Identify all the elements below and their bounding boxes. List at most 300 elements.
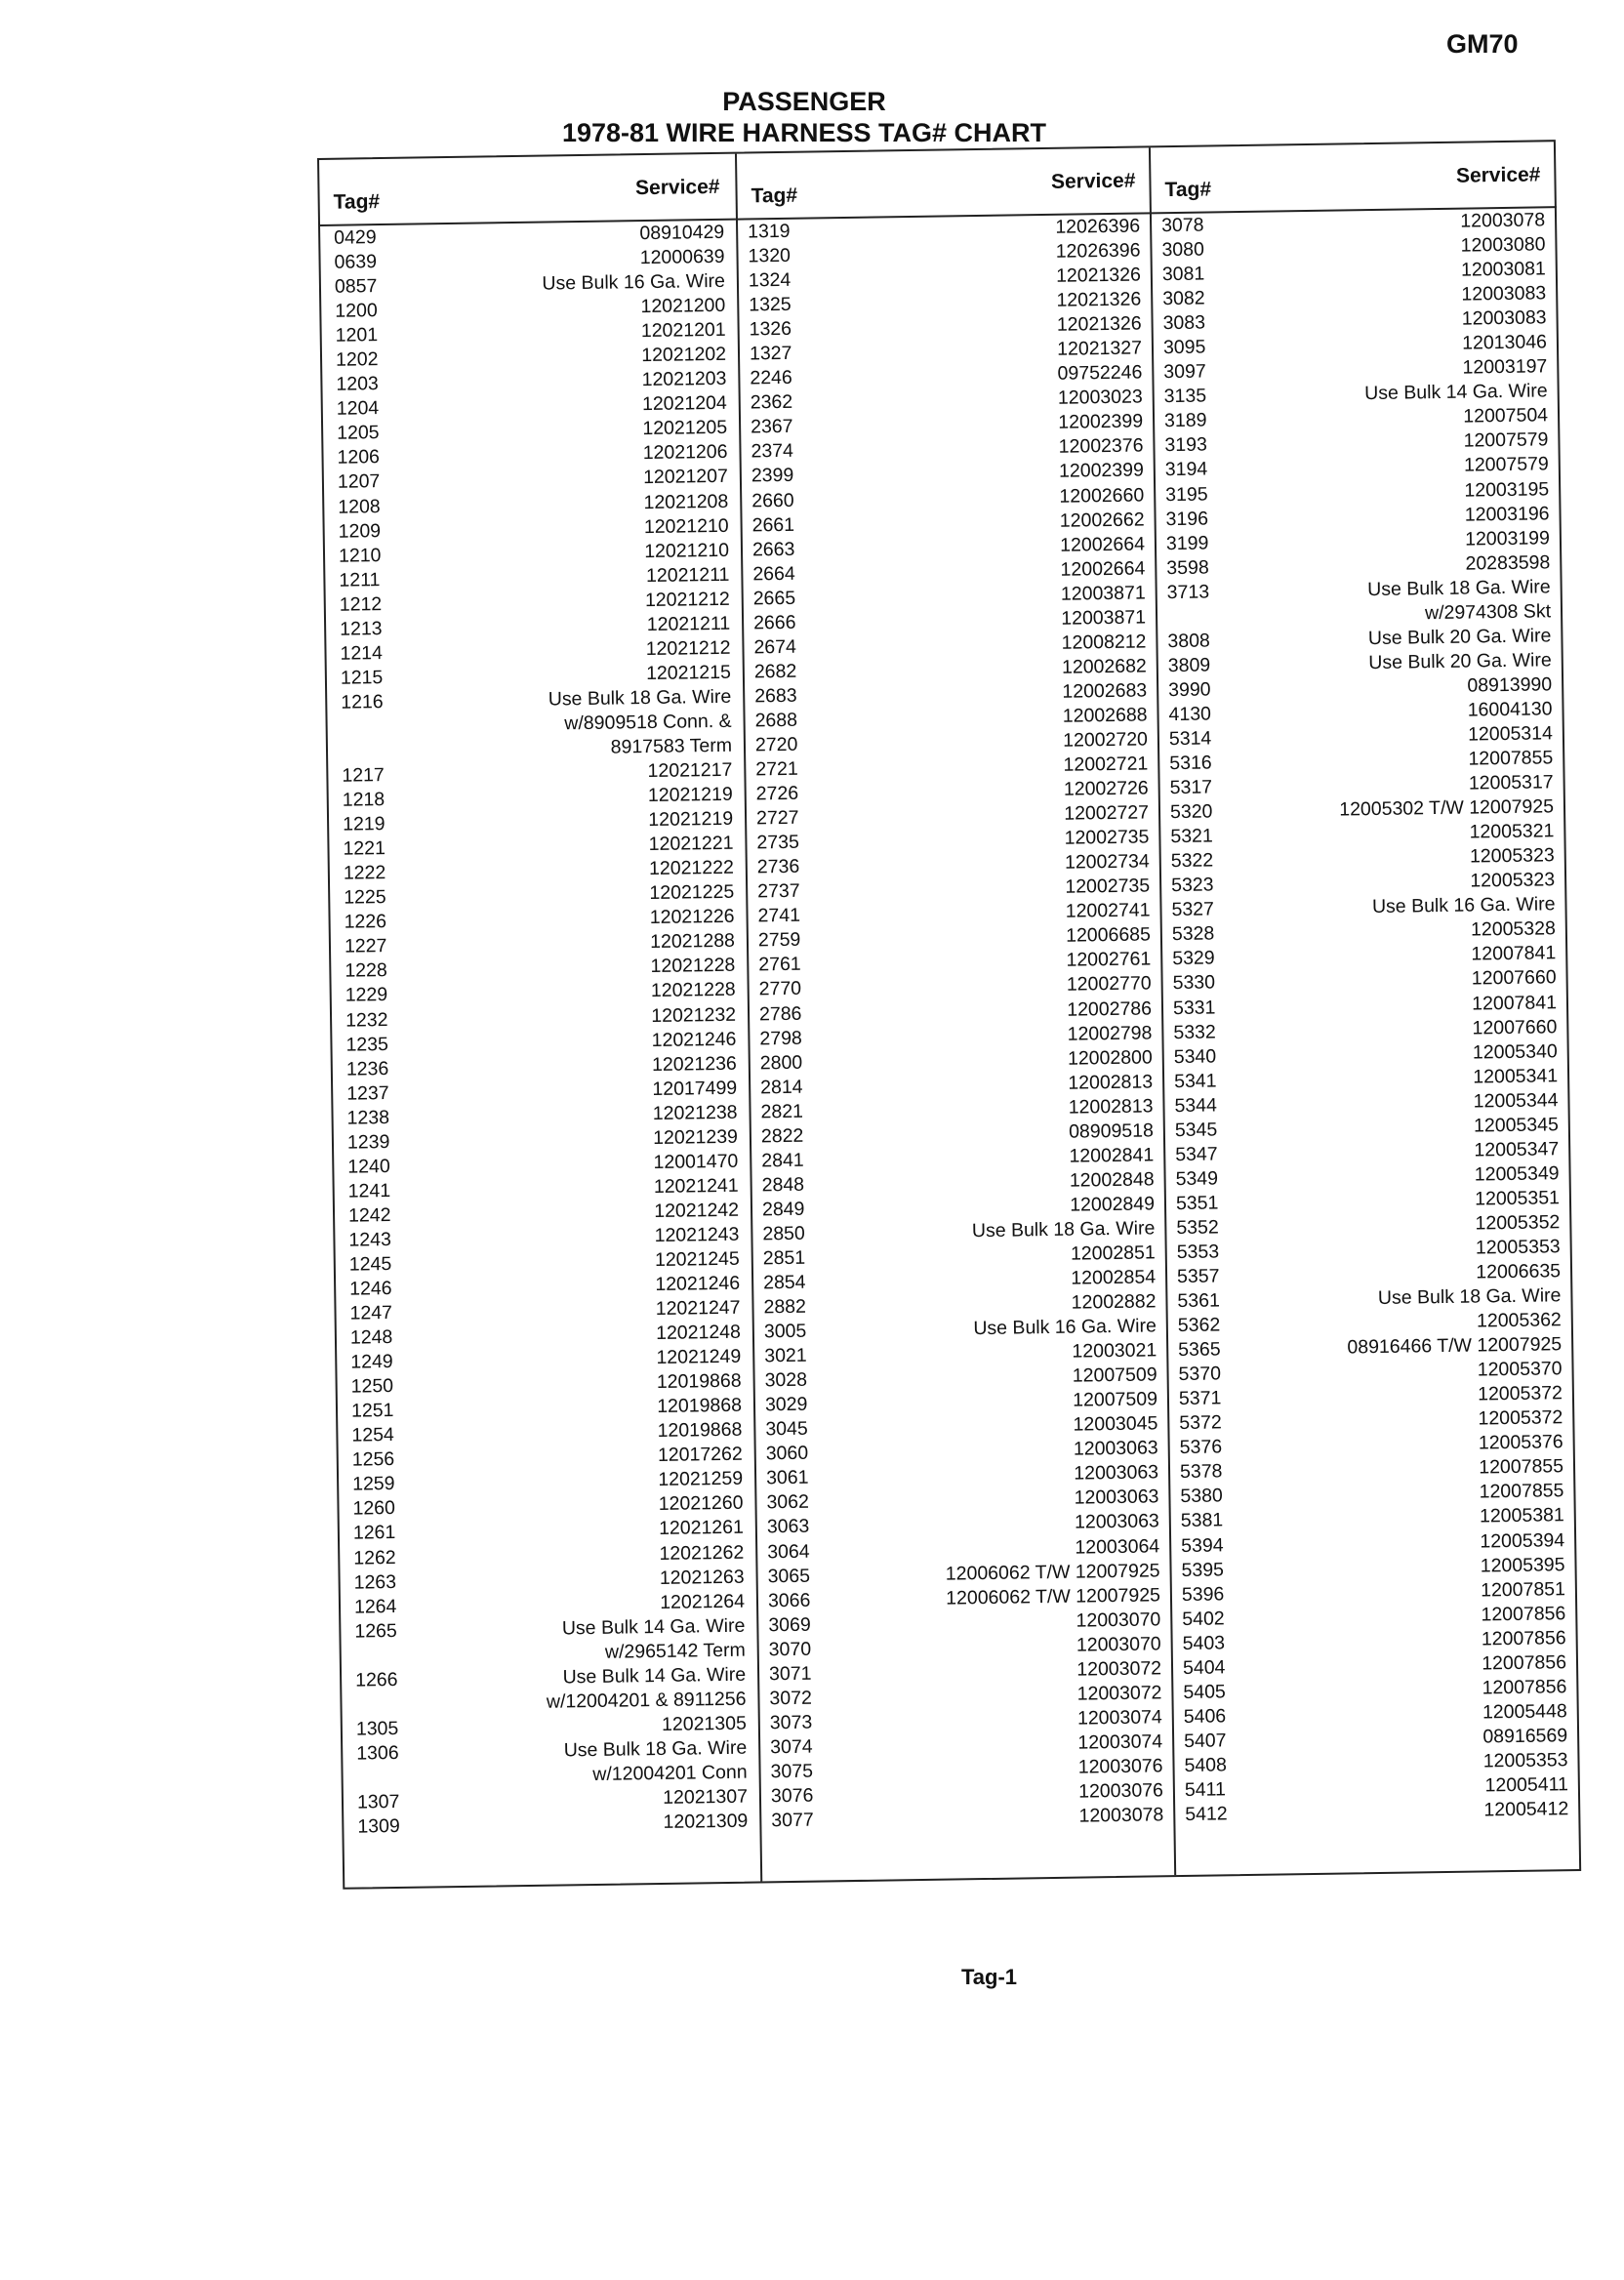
service-cell: 12007660 [1471,966,1557,990]
tag-cell: 1204 [336,397,380,421]
tag-cell: 5357 [1176,1265,1220,1288]
service-cell: 12021202 [641,344,727,367]
tag-cell: 5349 [1175,1167,1219,1190]
tag-cell: 1239 [346,1130,390,1154]
service-cell: 08913990 [1467,673,1553,697]
service-cell: Use Bulk 16 Ga. Wire [542,269,726,295]
tag-cell: 2721 [755,757,798,781]
tag-cell: 5340 [1173,1045,1217,1068]
service-cell: 12003076 [1077,1755,1163,1778]
service-cell: 12002813 [1068,1071,1154,1094]
tag-cell: 5316 [1169,752,1212,775]
service-cell: 12002688 [1062,704,1148,727]
service-cell: 12021246 [655,1272,741,1296]
tag-cell: 1266 [354,1668,398,1691]
service-cell: 12013046 [1462,331,1548,354]
service-cell: 12021210 [643,514,729,538]
tag-cell: 5317 [1169,776,1213,799]
tag-cell: 5323 [1170,874,1214,897]
tag-cell: 5329 [1172,947,1215,970]
service-cell: 12002727 [1064,801,1150,825]
service-cell: 12002662 [1059,509,1145,532]
document-code: GM70 [1446,29,1519,59]
service-cell: 12003195 [1464,477,1550,502]
service-cell: 12021221 [648,832,734,856]
table-row [1175,1797,1580,1827]
service-cell: 12003080 [1460,233,1546,257]
tag-cell: 4130 [1168,703,1212,726]
service-cell: 12008212 [1061,631,1147,654]
tag-cell: 2770 [758,978,802,1000]
tag-cell: 2761 [758,954,801,976]
service-cell: 12005328 [1470,917,1557,941]
tag-cell: 1245 [348,1252,392,1276]
service-cell: 12017499 [652,1077,738,1100]
tag-cell: 5332 [1173,1020,1216,1043]
service-cell: 12002786 [1067,997,1153,1021]
service-cell: 12003072 [1076,1682,1162,1705]
tag-cell: 5405 [1183,1681,1226,1703]
service-cell: 12005349 [1474,1162,1560,1186]
tag-cell: 3081 [1161,263,1205,286]
tag-cell: 5381 [1180,1509,1224,1532]
tag-cell: 1261 [352,1522,396,1545]
tag-cell: 1262 [353,1546,396,1569]
tag-cell: 1218 [342,789,386,811]
service-cell: 12005372 [1477,1382,1563,1405]
service-cell: 12002660 [1059,483,1145,508]
column-rows [738,214,1175,1833]
tag-cell: 3065 [767,1565,811,1587]
tag-cell: 1307 [356,1790,400,1813]
tag-cell: 3193 [1164,433,1208,457]
tag-cell: 1249 [350,1351,393,1373]
table-column-2 [735,147,1176,1881]
service-cell: 12021217 [647,758,733,783]
page-title [0,86,1624,148]
service-cell: 12003023 [1057,386,1143,410]
tag-cell: 3990 [1168,678,1211,702]
tag-cell: 1202 [335,348,379,371]
tag-cell: 5327 [1171,898,1215,921]
service-cell: 12002854 [1071,1266,1157,1289]
service-cell: 12002721 [1063,753,1149,776]
tag-cell: 5395 [1181,1558,1225,1581]
tag-cell: 1324 [748,268,792,292]
tag-cell: 2362 [750,391,793,414]
tag-cell: 2688 [754,709,798,732]
service-cell: 12007841 [1472,991,1558,1015]
tag-cell: 5353 [1176,1241,1220,1264]
tag-cell: 5345 [1174,1119,1218,1141]
service-cell: 12005353 [1475,1236,1561,1259]
service-cell: 12002682 [1061,655,1147,678]
service-cell: 12002761 [1066,948,1152,972]
tag-header: Tag# [1164,178,1212,202]
tag-cell: 2737 [757,880,800,903]
service-cell: 12002800 [1067,1046,1153,1070]
tag-cell: 3063 [766,1516,810,1538]
service-cell: 8917583 Term [610,734,733,758]
service-header: Service# [1050,169,1136,193]
tag-cell: 3713 [1166,581,1210,603]
service-cell: 12007856 [1481,1602,1566,1626]
tag-cell: 1259 [352,1473,395,1496]
service-cell: 12005395 [1480,1553,1565,1577]
tag-cell: 1305 [355,1717,399,1740]
service-cell: 12002735 [1065,875,1151,898]
tag-cell: 2800 [759,1051,803,1074]
tag-cell: 2882 [763,1295,807,1319]
service-cell: 12003196 [1464,502,1550,526]
tag-cell: 5341 [1173,1070,1217,1092]
tag-cell: 1200 [335,300,378,322]
tag-cell: 2814 [760,1076,803,1099]
service-cell: 12021212 [644,588,730,611]
tag-cell: 3062 [766,1491,810,1514]
tag-cell: 5365 [1178,1338,1221,1362]
tag-cell: 3809 [1167,654,1211,676]
service-cell: w/2965142 Term [604,1639,746,1663]
service-cell: w/12004201 Conn [592,1761,748,1785]
service-cell: 12017262 [657,1444,743,1467]
tag-cell: 1226 [344,911,387,933]
service-cell: Use Bulk 14 Ga. Wire [561,1614,746,1640]
tag-cell: 2848 [761,1173,805,1197]
service-cell: 12002735 [1064,826,1150,849]
tag-cell: 1306 [356,1741,399,1765]
tag-cell: 2854 [762,1271,806,1294]
tag-cell: 2666 [752,611,796,634]
column-header [737,147,1152,220]
tag-cell: 5361 [1177,1289,1221,1313]
service-cell: 12005323 [1469,844,1555,868]
service-cell: 12021219 [647,783,733,807]
service-cell: 12021263 [659,1566,745,1589]
service-cell: 12002726 [1063,777,1149,800]
service-cell: w/12004201 & 8911256 [546,1688,747,1713]
service-cell: 12003076 [1077,1779,1164,1803]
service-cell: 12021219 [648,807,734,832]
table-column-3 [1149,142,1581,1875]
tag-cell: 1207 [337,470,381,494]
tag-cell: 5406 [1183,1705,1227,1728]
tag-cell: 2246 [750,367,792,389]
tag-cell: 3808 [1167,630,1210,652]
column-header [1151,142,1557,214]
service-cell: 12021261 [658,1517,745,1540]
service-cell: 12005412 [1483,1798,1569,1821]
column-header [319,154,736,226]
tag-cell: 5314 [1168,727,1212,751]
service-cell: 12000639 [639,245,725,269]
tag-cell: 5320 [1169,800,1213,824]
tag-cell: 2683 [754,684,797,708]
tag-cell: 1211 [339,568,381,591]
service-cell: 08916466 T/W 12007925 [1347,1333,1563,1359]
tag-cell: 2759 [757,929,801,952]
service-cell: Use Bulk 20 Ga. Wire [1368,649,1552,673]
service-cell: 12005411 [1484,1773,1569,1797]
service-cell: 12005353 [1482,1749,1568,1772]
tag-cell: 2726 [755,782,799,805]
service-cell: 12003063 [1074,1461,1159,1486]
tag-cell: 1227 [344,935,387,958]
service-cell: 12021326 [1055,264,1142,287]
tag-cell: 2374 [751,440,794,463]
service-cell: 12003063 [1074,1486,1159,1510]
service-cell: 12019868 [657,1418,743,1443]
service-cell: Use Bulk 18 Ga. Wire [563,1736,748,1762]
service-cell: 12003063 [1073,1437,1158,1460]
page-footer: Tag-1 [961,1965,1018,1989]
service-cell: 12005323 [1470,869,1556,892]
service-cell: Use Bulk 18 Ga. Wire [548,685,732,711]
tag-cell: 3196 [1165,508,1209,530]
tag-cell: 1235 [345,1033,389,1056]
tag-cell: 1248 [349,1326,393,1349]
service-cell: 12006062 T/W 12007925 [945,1559,1160,1585]
tag-cell: 1237 [346,1081,389,1105]
tag-cell: 5347 [1175,1143,1218,1165]
tag-cell: 3072 [769,1687,813,1710]
service-cell: 12005321 [1469,820,1555,843]
tag-cell: 2674 [753,635,797,659]
tag-cell: 3078 [1160,214,1204,237]
service-cell: 12021236 [651,1052,737,1076]
service-cell: 20283598 [1465,550,1551,575]
tag-cell: 5396 [1181,1583,1225,1606]
tag-cell: 2851 [762,1246,806,1270]
service-cell: 12002848 [1069,1168,1155,1192]
service-cell: 12019868 [657,1394,743,1418]
tag-cell: 1250 [350,1375,394,1398]
tag-cell: 1325 [749,293,792,316]
tag-cell: 1309 [357,1814,400,1838]
service-cell: 12005376 [1478,1431,1563,1454]
service-cell: 12005362 [1476,1309,1562,1332]
tag-cell: 3598 [1166,556,1209,579]
tag-cell: 3071 [768,1662,812,1686]
tag-header: Tag# [751,183,798,208]
service-cell: 12002770 [1066,972,1152,997]
tag-cell: 5328 [1171,922,1215,946]
service-cell: 12007855 [1479,1455,1564,1479]
tag-cell: 3069 [768,1613,811,1636]
tag-cell: 5321 [1170,825,1213,848]
service-cell: 12002798 [1067,1021,1153,1045]
service-cell: 12007660 [1472,1015,1558,1039]
tag-cell: 5344 [1174,1094,1218,1117]
service-cell: 12006685 [1065,923,1152,948]
tag-cell: 5394 [1181,1533,1224,1557]
service-cell: 12021264 [660,1590,746,1613]
tag-cell: 2741 [757,905,801,927]
service-cell: 12005341 [1473,1064,1559,1088]
service-cell: Use Bulk 18 Ga. Wire [1367,576,1551,600]
service-cell: 12026396 [1055,239,1141,263]
tag-cell: 3080 [1161,238,1205,262]
service-cell: 12021211 [645,563,730,587]
tag-cell: 1236 [345,1057,389,1080]
service-cell: 12001470 [653,1150,739,1173]
service-cell: 12021327 [1057,337,1143,361]
service-cell: 12002399 [1058,459,1145,483]
service-cell: 12021288 [650,930,736,954]
tag-cell: 2841 [761,1149,804,1172]
tag-header: Tag# [333,190,381,214]
service-cell: 12021307 [663,1785,749,1809]
tag-cell: 5371 [1178,1387,1222,1410]
tag-cell: 1256 [351,1448,395,1471]
tag-cell: 3199 [1165,532,1209,554]
tag-cell: 2822 [760,1124,804,1148]
service-cell: 12007855 [1468,747,1554,770]
tag-cell: 2663 [751,538,795,561]
service-cell: 12002399 [1058,410,1144,434]
tag-cell: 1246 [349,1278,392,1300]
service-cell: 12003081 [1460,258,1546,281]
service-cell: 12021210 [644,539,730,562]
tag-cell: 0857 [334,275,378,298]
service-cell: 08916569 [1482,1725,1568,1748]
service-cell: 12002741 [1065,899,1151,923]
tag-cell: 2661 [751,513,795,536]
service-cell: 12002813 [1068,1095,1154,1119]
service-cell: 12005302 T/W 12007925 [1339,795,1555,821]
service-cell: 12005317 [1468,771,1554,794]
service-cell: 12002841 [1069,1144,1155,1167]
tag-cell: 1201 [335,324,379,346]
service-cell: 12005370 [1477,1358,1563,1381]
tag-cell: 5402 [1182,1608,1225,1630]
tag-cell: 3077 [771,1809,814,1832]
service-cell: 12005352 [1475,1211,1561,1235]
tag-cell: 1215 [340,666,384,689]
service-cell: 12007509 [1072,1364,1157,1387]
tag-cell: 3070 [768,1638,812,1661]
tag-cell: 3061 [765,1467,809,1489]
tag-cell: 1260 [352,1497,396,1521]
tag-cell: 1327 [749,343,792,365]
tag-cell: 3028 [764,1368,808,1392]
service-cell: 12021305 [661,1712,747,1735]
service-cell: 12002734 [1064,850,1150,874]
service-cell: 12007509 [1073,1388,1158,1411]
service-cell: 12005372 [1478,1406,1563,1430]
service-cell: 12007856 [1482,1675,1567,1699]
tag-cell: 1208 [338,495,381,518]
service-cell: 16004130 [1467,698,1553,721]
service-cell: 12003074 [1076,1706,1162,1730]
tag-cell: 5404 [1182,1656,1226,1679]
service-cell: 12007579 [1463,453,1549,477]
tag-cell: 1210 [338,544,382,567]
table-row [344,1810,759,1840]
tag-cell: 3073 [769,1711,813,1734]
tag-cell: 5407 [1183,1730,1227,1752]
tag-cell: 3097 [1163,360,1206,384]
tag-cell: 2727 [755,806,799,830]
service-cell: 12021226 [649,906,735,929]
service-cell: Use Bulk 18 Ga. Wire [1377,1284,1562,1310]
tag-cell: 2735 [756,831,800,854]
tag-cell: 1212 [339,592,383,616]
tag-cell: 1263 [353,1570,397,1594]
service-cell: 12002664 [1060,533,1146,556]
service-cell: 12005314 [1467,722,1554,746]
service-cell: 08909518 [1068,1120,1155,1143]
service-cell: 12021206 [642,441,728,465]
tag-cell: 1225 [344,886,386,909]
service-cell: 12006635 [1476,1260,1562,1283]
tag-cell: 0429 [334,226,377,249]
service-cell: Use Bulk 20 Ga. Wire [1367,625,1552,649]
service-cell: 12021205 [642,417,728,440]
tag-cell: 0639 [334,251,378,273]
tag-cell: 2665 [752,587,796,610]
tag-cell: 3082 [1162,287,1205,310]
tag-cell: 3083 [1162,311,1206,335]
service-cell: 12007841 [1471,942,1557,965]
service-cell: 12007504 [1463,404,1549,428]
tag-cell: 1247 [349,1302,393,1324]
service-cell: 12003871 [1060,582,1146,605]
title-line-2: 1978-81 WIRE HARNESS TAG# CHART [561,118,1047,147]
service-header: Service# [634,175,720,200]
service-cell: 08910429 [639,221,725,245]
tag-cell: 1243 [348,1228,391,1251]
service-cell: 12021245 [654,1247,740,1271]
tag-cell: 2399 [751,465,794,487]
service-cell: 12021262 [659,1541,745,1565]
service-cell: 12002851 [1070,1242,1156,1265]
tag-cell: 2821 [760,1100,804,1123]
service-cell: w/2974308 Skt [1424,600,1552,624]
tag-cell: 1265 [354,1619,397,1643]
service-cell: 12003083 [1461,306,1547,330]
tag-cell: 1219 [342,813,386,835]
service-cell: 12007851 [1480,1577,1566,1602]
service-cell: Use Bulk 14 Ga. Wire [562,1663,747,1689]
service-cell: 12005340 [1472,1039,1558,1064]
tag-cell: 1213 [339,617,383,640]
service-cell: 12021211 [646,612,731,635]
tag-cell: 5378 [1179,1460,1223,1484]
tag-cell: 5370 [1178,1363,1222,1386]
tag-cell: 3029 [764,1393,808,1416]
service-cell: 12002849 [1070,1193,1156,1216]
service-cell: 12021238 [652,1101,738,1124]
service-cell: Use Bulk 16 Ga. Wire [973,1315,1157,1340]
tag-cell: 2682 [753,660,797,683]
tag-cell: 2850 [762,1222,805,1245]
service-cell: Use Bulk 14 Ga. Wire [1364,380,1548,405]
tag-cell: 3060 [765,1443,809,1465]
tag-cell: 3066 [767,1589,811,1611]
tag-cell: 3095 [1162,336,1206,359]
title-line-1: PASSENGER [722,87,886,116]
tag-cell: 5352 [1176,1216,1219,1239]
service-cell: Use Bulk 18 Ga. Wire [971,1217,1156,1242]
service-cell: 12021309 [663,1810,749,1833]
service-cell: 12002664 [1060,557,1146,581]
service-cell: 12021201 [640,318,726,343]
column-rows [320,221,759,1840]
service-cell: 12021232 [651,1003,737,1027]
tag-cell: 5376 [1179,1436,1223,1459]
tag-cell: 1214 [340,641,384,665]
